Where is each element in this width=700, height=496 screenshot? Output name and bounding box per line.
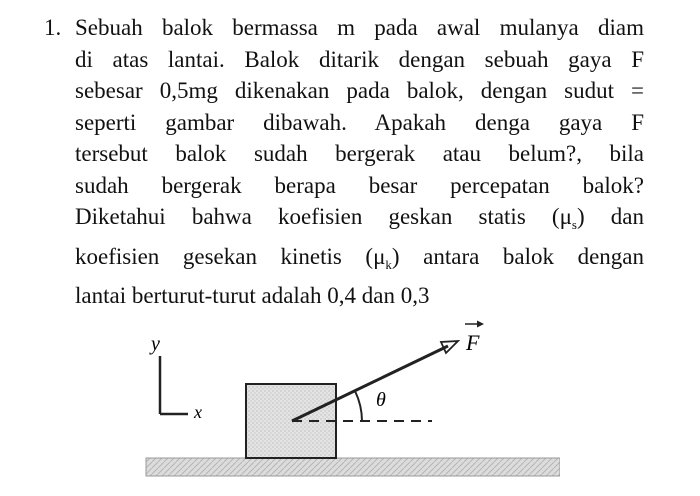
problem-line: sudah bergerak berapa besar percepatan balok? (75, 172, 644, 198)
problem-line: di atas lantai. Balok ditarik dengan sebuah gaya F (75, 46, 644, 72)
force-arrowhead-icon (441, 341, 458, 353)
problem-line: seperti gambar dibawah. Apakah denga gaya F (75, 109, 644, 135)
line7-prefix: Diketahui bahwa koefisien geskan statis (μ (75, 204, 572, 229)
block-force-diagram (140, 318, 560, 488)
problem-line-mu-s (75, 201, 644, 241)
problem-line-mu-k (75, 241, 644, 281)
floor (146, 458, 560, 476)
angle-label: θ (376, 389, 386, 411)
problem-1 (44, 12, 644, 312)
x-axis-label: x (194, 402, 202, 422)
force-label: F (466, 330, 480, 355)
problem-line: Sebuah balok bermassa m pada awal mulanya diam (75, 15, 644, 40)
line7-suffix: ) dan (576, 204, 645, 229)
problem-line: sebesar 0,5mg dikenakan pada balok, dengan sudut = (75, 78, 644, 103)
line8-suffix: ) antara balok dengan (391, 243, 644, 269)
line8-prefix: koefisien gesekan kinetis (μ (75, 243, 386, 269)
problem-number: 1. (44, 15, 62, 40)
problem-line: lantai berturut-turut adalah 0,4 dan 0,3 (75, 283, 430, 308)
angle-arc (355, 391, 362, 421)
mu-k-subscript: k (385, 256, 392, 272)
y-axis-label: y (151, 333, 160, 355)
vector-arrowhead-icon (477, 321, 484, 328)
problem-text (75, 12, 644, 312)
problem-line: tersebut balok sudah bergerak atau belum?, bila (75, 141, 644, 166)
axes (149, 333, 202, 422)
mu-s-subscript: s (571, 217, 577, 232)
block (246, 384, 336, 458)
